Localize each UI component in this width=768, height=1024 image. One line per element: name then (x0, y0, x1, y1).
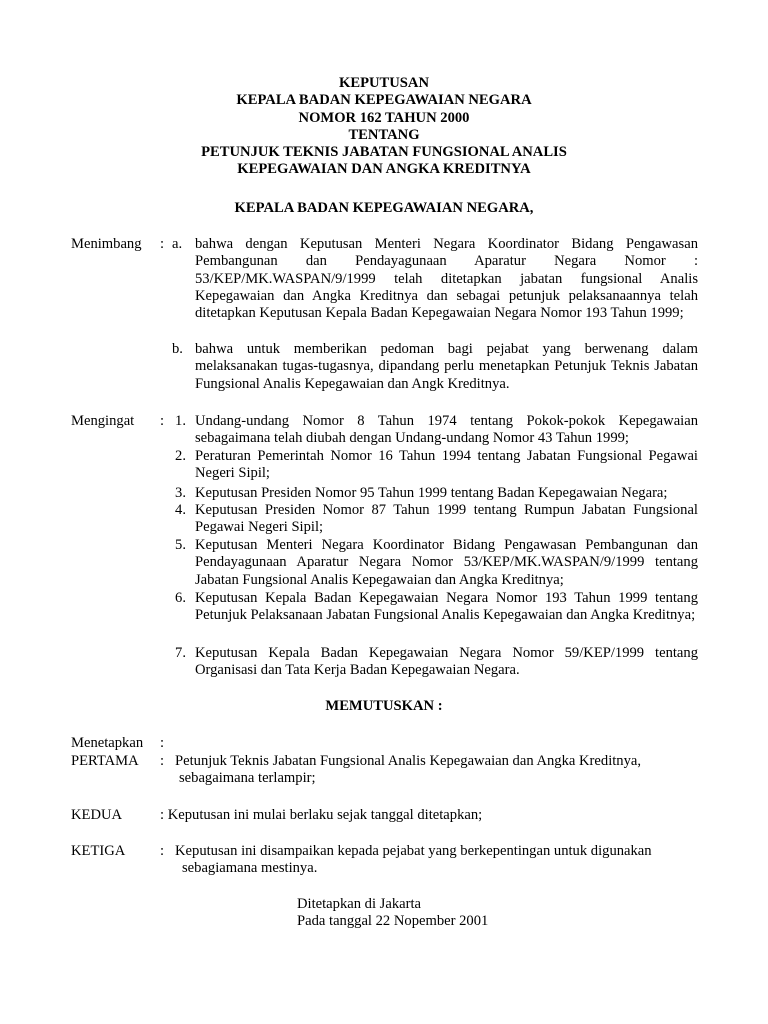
menetapkan-colon: : (160, 735, 165, 751)
title-line-keputusan: KEPUTUSAN (338, 75, 429, 91)
memutuskan-heading: MEMUTUSKAN : (325, 698, 443, 714)
menimbang-item-a-text: bahwa dengan Keputusan Menteri Negara Koordinator Bidang Pengawasan Pembangunan dan Pendayagunaan Aparatur Negara Nomor : 53/KEP/MK.WASPAN/9/1999 telah ditetapkan jabatan fungsional Analis Kepegawaian dan Angka Kreditnya dan sebagai petunjuk pelaksanaannya telah ditetapkan Keputusan Kepala Badan Kepegawaian Negara Nomor 193 Tahun 1999; (195, 236, 698, 322)
menimbang-label: Menimbang (71, 236, 142, 252)
title-line-subject-2: KEPEGAWAIAN DAN ANGKA KREDITNYA (237, 161, 531, 178)
menimbang-colon: : (160, 236, 165, 252)
ketiga-label: KETIGA (71, 843, 126, 859)
ketiga-text: Keputusan ini disampaikan kepada pejabat yang berkepentingan untuk digunakan (175, 843, 652, 859)
title-line-tentang: TENTANG (348, 126, 420, 143)
signature-place: Ditetapkan di Jakarta (297, 896, 421, 912)
mengingat-item-3-mark: 3. (175, 485, 186, 501)
mengingat-item-3-text: Keputusan Presiden Nomor 95 Tahun 1999 tentang Badan Kepegawaian Negara; (195, 485, 668, 501)
menetapkan-label: Menetapkan (71, 735, 144, 751)
decree-title-block (0, 75, 768, 179)
mengingat-item-5-mark: 5. (175, 537, 186, 553)
mengingat-item-6-mark: 6. (175, 590, 186, 606)
pertama-text: Petunjuk Teknis Jabatan Fungsional Analis Kepegawaian dan Angka Kreditnya, (175, 753, 642, 769)
kedua-text: : Keputusan ini mulai berlaku sejak tanggal ditetapkan; (160, 807, 483, 823)
mengingat-label: Mengingat (71, 413, 135, 429)
mengingat-item-1-text: Undang-undang Nomor 8 Tahun 1974 tentang Pokok-pokok Kepegawaian sebagaimana telah diubah dengan Undang-undang Nomor 43 Tahun 1999; (195, 413, 698, 447)
title-line-issuer: KEPALA BADAN KEPEGAWAIAN NEGARA (236, 92, 532, 109)
ketiga-text-continued: sebagiamana mestinya. (182, 860, 318, 876)
mengingat-item-4-text: Keputusan Presiden Nomor 87 Tahun 1999 tentang Rumpun Jabatan Fungsional Pegawai Negeri Sipil; (195, 502, 698, 536)
title-line-subject-1: PETUNJUK TEKNIS JABATAN FUNGSIONAL ANALIS (201, 144, 567, 161)
issuer-heading: KEPALA BADAN KEPEGAWAIAN NEGARA, (234, 200, 534, 216)
menimbang-item-b-text: bahwa untuk memberikan pedoman bagi pejabat yang berwenang dalam melaksanakan tugas-tugasnya, dipandang perlu menetapkan Petunjuk Teknis Jabatan Fungsional Analis Kepegawaian dan Angk Kreditnya. (195, 341, 698, 392)
mengingat-item-1-mark: 1. (175, 413, 186, 429)
signature-date: Pada tanggal 22 Nopember 2001 (297, 913, 489, 929)
mengingat-item-5-text: Keputusan Menteri Negara Koordinator Bidang Pengawasan Pembangunan dan Pendayagunaan Aparatur Negara Nomor 53/KEP/MK.WASPAN/9/1999 tentang Jabatan Fungsional Analis Kepegawaian dan Angka Kreditnya; (195, 537, 698, 588)
pertama-colon: : (160, 753, 165, 769)
mengingat-colon: : (160, 413, 165, 429)
menimbang-item-a-mark: a. (172, 236, 183, 252)
mengingat-item-4-mark: 4. (175, 502, 186, 518)
mengingat-item-6-text: Keputusan Kepala Badan Kepegawaian Negara Nomor 193 Tahun 1999 tentang Petunjuk Pelaksanaan Jabatan Fungsional Analis Kepegawaian dan Angka Kreditnya; (195, 590, 698, 624)
kedua-label: KEDUA (71, 807, 123, 823)
title-line-number: NOMOR 162 TAHUN 2000 (298, 109, 470, 126)
mengingat-item-2-mark: 2. (175, 448, 186, 464)
ketiga-colon: : (160, 843, 165, 859)
pertama-label: PERTAMA (71, 753, 139, 769)
mengingat-item-2-text: Peraturan Pemerintah Nomor 16 Tahun 1994 tentang Jabatan Fungsional Pegawai Negeri Sipil; (195, 448, 698, 482)
mengingat-item-7-text: Keputusan Kepala Badan Kepegawaian Negara Nomor 59/KEP/1999 tentang Organisasi dan Tata Kerja Badan Kepegawaian Negara. (195, 645, 698, 679)
pertama-text-continued: sebagaimana terlampir; (179, 770, 316, 786)
mengingat-item-7-mark: 7. (175, 645, 186, 661)
menimbang-item-b-mark: b. (172, 341, 183, 357)
